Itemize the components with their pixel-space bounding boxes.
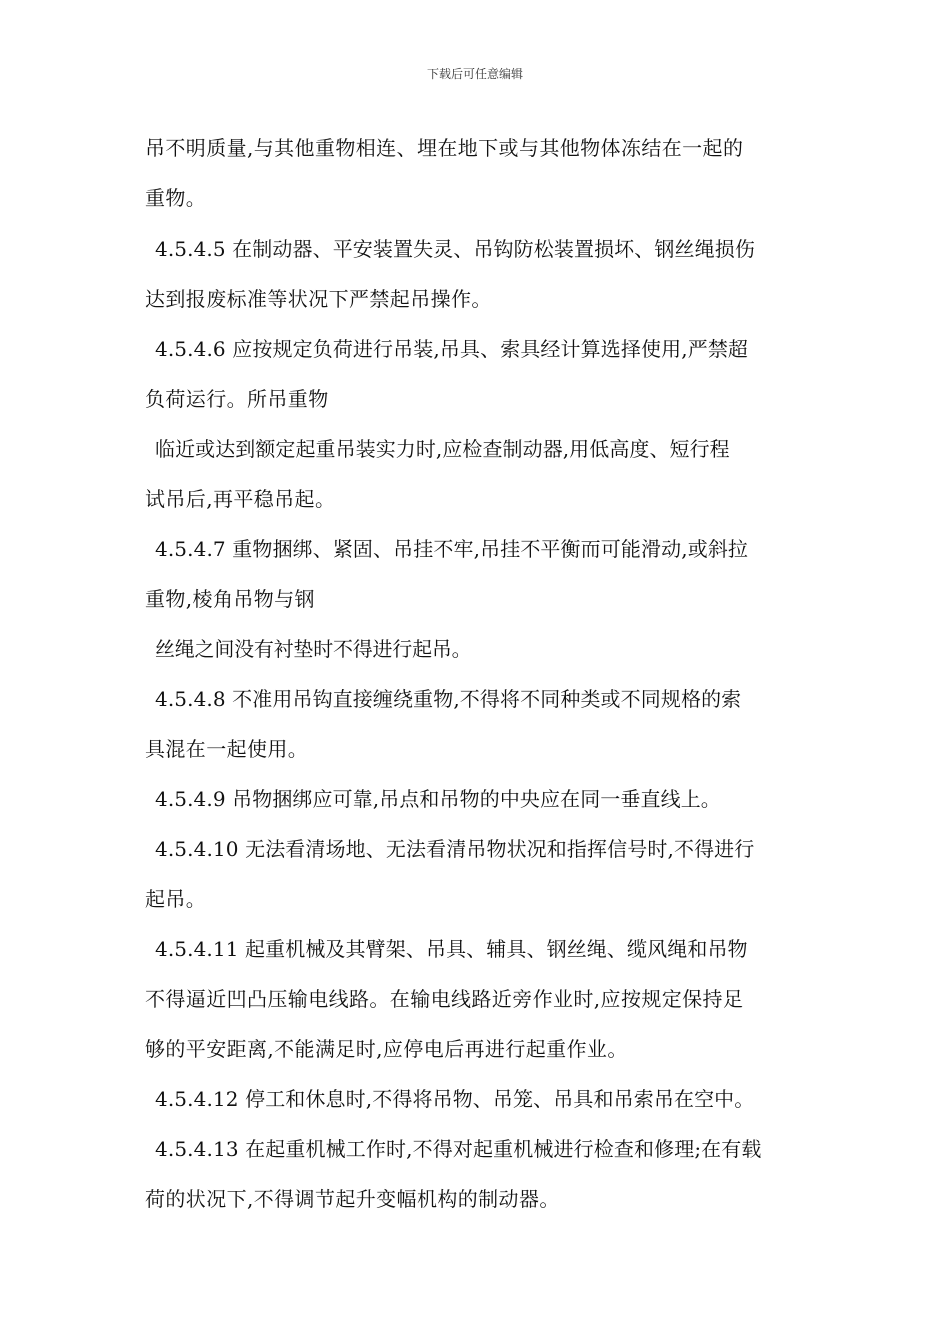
text-line: 具混在一起使用。 <box>145 737 309 761</box>
text-line: 试吊后,再平稳吊起。 <box>145 487 336 511</box>
page-header: 下载后可任意编辑 <box>426 67 523 81</box>
text-line: 荷的状况下,不得调节起升变幅机构的制动器。 <box>145 1187 560 1211</box>
text-line: 重物,棱角吊物与钢 <box>145 587 315 611</box>
text-line: 4.5.4.5 在制动器、平安装置失灵、吊钩防松装置损坏、钢丝绳损伤 <box>155 237 755 261</box>
text-line: 4.5.4.13 在起重机械工作时,不得对起重机械进行检查和修理;在有载 <box>155 1137 762 1161</box>
text-line: 4.5.4.9 吊物捆绑应可靠,吊点和吊物的中央应在同一垂直线上。 <box>155 787 721 811</box>
text-line: 4.5.4.6 应按规定负荷进行吊装,吊具、索具经计算选择使用,严禁超 <box>155 337 749 361</box>
text-line: 吊不明质量,与其他重物相连、埋在地下或与其他物体冻结在一起的 <box>145 136 744 160</box>
text-line: 负荷运行。所吊重物 <box>145 387 329 411</box>
text-line: 4.5.4.7 重物捆绑、紧固、吊挂不牢,吊挂不平衡而可能滑动,或斜拉 <box>155 537 749 561</box>
text-line: 不得逼近凹凸压输电线路。在输电线路近旁作业时,应按规定保持足 <box>145 987 744 1011</box>
text-line: 够的平安距离,不能满足时,应停电后再进行起重作业。 <box>145 1037 628 1061</box>
text-line: 4.5.4.10 无法看清场地、无法看清吊物状况和指挥信号时,不得进行 <box>155 837 755 861</box>
text-line: 达到报废标准等状况下严禁起吊操作。 <box>145 287 492 311</box>
text-line: 丝绳之间没有衬垫时不得进行起吊。 <box>155 637 472 661</box>
text-line: 4.5.4.12 停工和休息时,不得将吊物、吊笼、吊具和吊索吊在空中。 <box>155 1087 755 1111</box>
text-line: 重物。 <box>145 186 207 210</box>
text-line: 起吊。 <box>145 887 207 911</box>
text-line: 4.5.4.11 起重机械及其臂架、吊具、辅具、钢丝绳、缆风绳和吊物 <box>155 937 748 961</box>
text-line: 4.5.4.8 不准用吊钩直接缠绕重物,不得将不同种类或不同规格的索 <box>155 687 742 711</box>
text-line: 临近或达到额定起重吊装实力时,应检查制动器,用低高度、短行程 <box>155 437 730 461</box>
